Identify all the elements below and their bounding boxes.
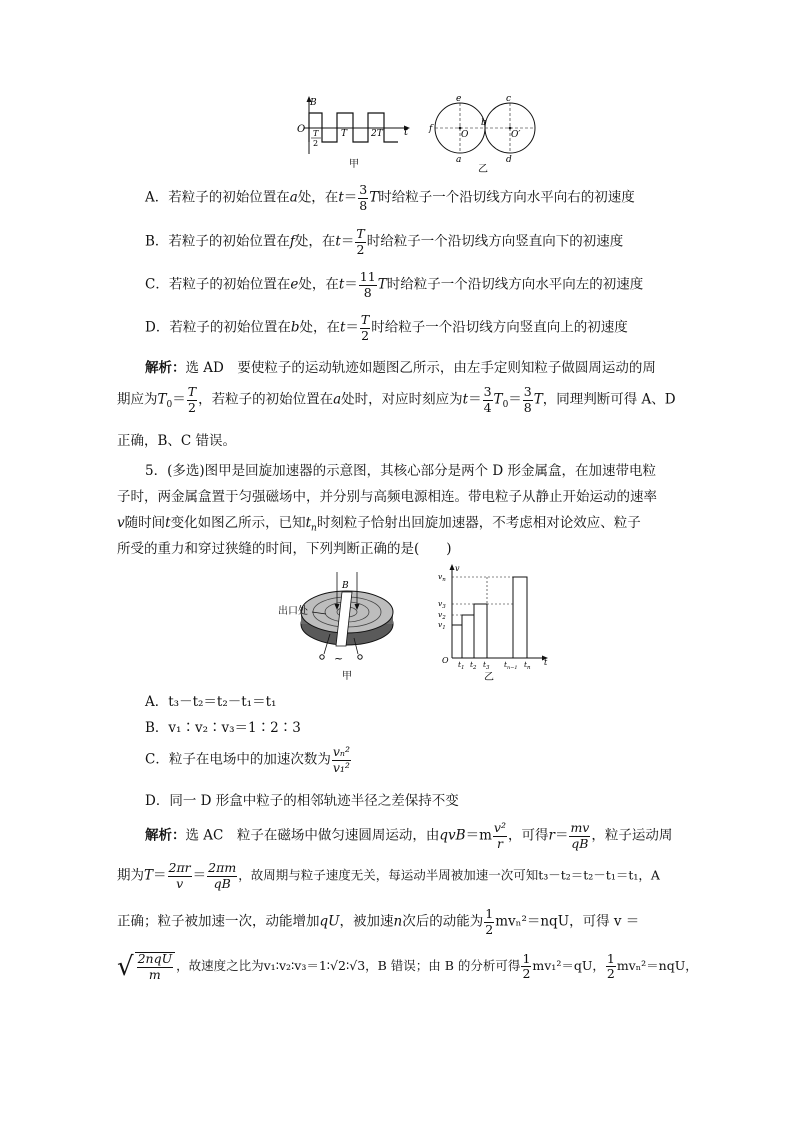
svg-text:v2: $v_2$: [438, 610, 446, 621]
vt-origin: O: [442, 656, 449, 665]
figure-top-jia: [292, 94, 420, 174]
q5-option-a: A．t₃－t₂＝t₂－t₁＝t₁: [145, 694, 277, 710]
svg-text:vn: $v_n$: [438, 572, 446, 583]
jia-y-axis-label: B: [310, 98, 317, 108]
q5-analysis-line2: 期为T＝ $\frac{2\pi r}{v}$ ＝ $\frac{2\pi m}{qB}$ ，故周期与粒子速度无关，每运动半周被加速一次可知t₃－t₂＝t₂－t₁＝t₁，A: [117, 860, 660, 891]
q5-stem-line3: v随时间t变化如图乙所示，已知$t_n$时刻粒子恰射出回旋加速器，不考虑相对论效应、粒子: [117, 515, 641, 534]
yi-point-a: a: [456, 155, 462, 165]
tick-T: T: [341, 129, 348, 139]
figure-jia-caption: 甲: [349, 159, 359, 170]
svg-text:t3: $t_3$: [483, 660, 490, 671]
vt-x-axis: t: [544, 658, 548, 667]
yi-point-O-prime: O′: [511, 130, 521, 140]
yi-point-d: d: [506, 155, 512, 165]
jia-origin: O: [297, 124, 306, 135]
q5-stem-line1: 5．(多选)图甲是回旋加速器的示意图，其核心部分是两个 D 形金属盒，在加速带电粒: [145, 463, 657, 479]
q4-option-c: C．若粒子的初始位置在e处，在t＝ $\frac{11}{8}$ T时给粒子一个沿切线方向水平向左的初速度: [145, 269, 644, 300]
cyclotron-B-label: B: [342, 581, 349, 591]
tick-T-over-2-num: T: [313, 129, 319, 138]
yi-point-c: c: [506, 94, 512, 104]
q4-analysis-line1: 解析：选 AD 要使粒子的运动轨迹如题图乙所示，由左手定则知粒子做圆周运动的周: [145, 360, 656, 376]
svg-text:v1: $v_1$: [438, 620, 446, 631]
tick-2T: 2T: [371, 129, 383, 139]
figure-vt-yi: [432, 562, 552, 684]
vt-caption: 乙: [484, 672, 494, 683]
q4-option-b: B．若粒子的初始位置在f处，在t＝ $\frac{T}{2}$ 时给粒子一个沿切线方向竖直向下的初速度: [145, 226, 624, 257]
q4-option-d: D．若粒子的初始位置在b处，在t＝ $\frac{T}{2}$ 时给粒子一个沿切线方向竖直向上的初速度: [145, 312, 628, 343]
q4-option-a: A．若粒子的初始位置在a处，在t＝ $\frac{3}{8}$ T时给粒子一个沿切线方向水平向右的初速度: [145, 182, 635, 213]
cyclotron-caption: 甲: [342, 671, 352, 682]
svg-text:tn: $t_n$: [524, 660, 531, 671]
q4-analysis-line3: 正确，B、C 错误。: [117, 433, 237, 449]
q5-stem-line2: 子时，两金属盒置于匀强磁场中，并分别与高频电源相连。带电粒子从静止开始运动的速率: [117, 489, 657, 505]
figure-top-yi: [425, 94, 537, 174]
ac-source-symbol: ~: [334, 652, 344, 665]
figure-cyclotron-jia: [272, 562, 412, 684]
q5-stem-line4: 所受的重力和穿过狭缝的时间，下列判断正确的是( ): [117, 541, 452, 557]
cyclotron-exit-label: 出口处: [278, 606, 308, 617]
yi-point-O: O: [461, 130, 469, 140]
q5-analysis-line4: √ $\frac{\text{2nqU}}{m}$ ，故速度之比为v₁∶v₂∶v₃＝1∶√2∶√3，B 错误；由 B 的分析可得 $\frac{1}{2}$ mv₁²＝qU， $\frac{1}{2}$ mvₙ²＝nqU，: [117, 950, 698, 982]
svg-text:tn−1: $t_{n-1}$: [504, 660, 518, 671]
svg-text:t1: $t_1$: [458, 660, 465, 671]
q4-analysis-line2: 期应为$T_0=$ $\frac{T}{2}$ ，若粒子的初始位置在a处时，对应时刻应为t＝ $\frac{3}{4}$ $T_0=$ $\frac{3}{8}$ T，同理判断可得 A、D: [117, 384, 676, 415]
yi-point-e: e: [456, 94, 462, 104]
vt-y-axis: v: [455, 564, 460, 573]
q5-option-c: C．粒子在电场中的加速次数为 $\frac{\text{vₙ²}}{\text{v₁²}}$: [145, 744, 350, 775]
yi-point-f: f: [429, 124, 433, 134]
yi-point-b: b: [481, 118, 487, 128]
q5-option-b: B．v₁∶v₂∶v₃＝1∶2∶3: [145, 720, 301, 736]
tick-T-over-2-den: 2: [313, 139, 319, 148]
jia-x-axis-label: t: [404, 127, 409, 138]
q5-analysis-line3: 正确；粒子被加速一次，动能增加qU，被加速n次后的动能为 $\frac{1}{2}$ mvₙ²＝nqU，可得 v ＝: [117, 906, 640, 937]
q5-option-d: D．同一 D 形盒中粒子的相邻轨迹半径之差保持不变: [145, 793, 459, 809]
svg-text:v3: $v_3$: [438, 599, 446, 610]
q5-analysis-line1: 解析：选 AC 粒子在磁场中做匀速圆周运动，由qvB＝m $\frac{\text{v²}}{r}$ ，可得r＝ $\frac{mv}{qB}$ ，粒子运动周: [145, 820, 673, 851]
figure-yi-caption: 乙: [478, 164, 488, 174]
svg-text:t2: $t_2$: [470, 660, 477, 671]
